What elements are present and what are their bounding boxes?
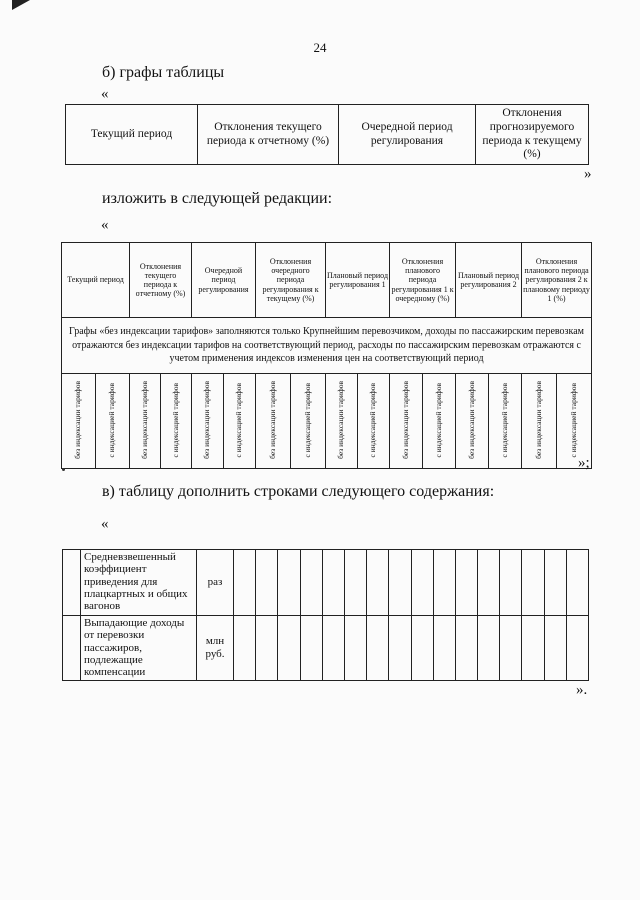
value-cell [522, 550, 544, 616]
sub-column-without [130, 374, 161, 469]
sub-label: без индексации тарифов [202, 381, 212, 459]
table-note: Графы «без индексации тарифов» заполняются только Крупнейшим перевозчиком, доходы по пассажирским перевозкам отражаются без индексации тарифов на соответствующий период, расходы по пассажирским перевозкам отражаются с учетом применения индексов изменения цен на соответствующий период [62, 318, 592, 374]
sub-label: с индексацией тарифов [499, 382, 509, 458]
value-cell [478, 616, 500, 681]
value-cell [500, 616, 522, 681]
value-cell [433, 550, 455, 616]
value-cell [500, 550, 522, 616]
table-row [63, 616, 589, 681]
row-number-cell [63, 550, 81, 616]
header-deviation-next: Отклонения очередного периода регулирования к текущему (%) [256, 243, 326, 318]
sub-column-without [62, 374, 96, 469]
sub-column-without [256, 374, 291, 469]
row-unit: раз [197, 550, 234, 616]
sub-label: без индексации тарифов [267, 381, 277, 459]
old-columns-table [65, 104, 589, 165]
header-deviation-current: Отклонения текущего периода к отчетному (%) [130, 243, 192, 318]
value-cell [300, 616, 322, 681]
sub-column-without [390, 374, 423, 469]
value-cell [367, 550, 389, 616]
sub-column-with [224, 374, 256, 469]
value-cell [278, 550, 300, 616]
value-cell [322, 550, 344, 616]
close-quote-2: »; [578, 455, 590, 471]
row-label: Средневзвешенный коэффициент приведения для плацкартных и общих вагонов [81, 550, 197, 616]
header-plan-period-2: Плановый период регулирования 2 [456, 243, 522, 318]
value-cell [367, 616, 389, 681]
margin-mark [62, 468, 65, 471]
close-quote-3: ». [576, 682, 588, 698]
additional-rows-table [62, 549, 589, 681]
sub-label: с индексацией тарифов [568, 382, 578, 458]
sub-column-with [358, 374, 390, 469]
sub-label: с индексацией тарифов [302, 382, 312, 458]
sub-column-with [489, 374, 522, 469]
value-cell [566, 616, 588, 681]
sub-column-with [423, 374, 456, 469]
sub-column-without [192, 374, 224, 469]
scan-corner-mark [12, 0, 30, 10]
sub-label: с индексацией тарифов [234, 382, 244, 458]
open-quote-3: « [101, 516, 109, 532]
sub-label: без индексации тарифов [73, 381, 83, 459]
value-cell [478, 550, 500, 616]
sub-label: без индексации тарифов [400, 381, 410, 459]
value-cell [566, 550, 588, 616]
header-deviation-forecast: Отклонения прогнозируемого периода к текущему (%) [476, 105, 589, 165]
value-cell [389, 616, 411, 681]
new-edition-text: изложить в следующей редакции: [102, 190, 333, 207]
header-current-period: Текущий период [66, 105, 198, 165]
value-cell [300, 550, 322, 616]
page-number: 24 [313, 40, 327, 55]
header-deviation-plan-2: Отклонения планового периода регулирования 2 к плановому периоду 1 (%) [522, 243, 592, 318]
row-label: Выпадающие доходы от перевозки пассажиров, подлежащие компенсации [81, 616, 197, 681]
sub-label: с индексацией тарифов [433, 382, 443, 458]
value-cell [411, 616, 433, 681]
value-cell [522, 616, 544, 681]
open-quote-2: « [101, 217, 109, 233]
value-cell [544, 550, 566, 616]
sub-label: с индексацией тарифов [107, 382, 117, 458]
sub-label: с индексацией тарифов [170, 382, 180, 458]
sub-column-without [522, 374, 557, 469]
value-cell [455, 550, 477, 616]
value-cell [278, 616, 300, 681]
header-deviation-current: Отклонения текущего периода к отчетному (%) [198, 105, 339, 165]
sub-label: без индексации тарифов [139, 381, 149, 459]
section-b-heading: б) графы таблицы [102, 64, 225, 81]
value-cell [234, 616, 256, 681]
sub-label: без индексации тарифов [533, 381, 543, 459]
sub-column-with [161, 374, 192, 469]
sub-label: без индексации тарифов [466, 381, 476, 459]
value-cell [344, 550, 366, 616]
value-cell [344, 616, 366, 681]
sub-column-without [456, 374, 489, 469]
row-number-cell [63, 616, 81, 681]
value-cell [433, 616, 455, 681]
sub-label: без индексации тарифов [336, 381, 346, 459]
value-cell [256, 616, 278, 681]
header-next-period: Очередной период регулирования [192, 243, 256, 318]
header-deviation-plan-1: Отклонения планового периода регулирования 1 к очередному (%) [390, 243, 456, 318]
sub-column-without [326, 374, 358, 469]
section-c-heading: в) таблицу дополнить строками следующего содержания: [102, 483, 495, 500]
open-quote: « [101, 86, 109, 102]
header-next-period: Очередной период регулирования [339, 105, 476, 165]
sub-label: с индексацией тарифов [368, 382, 378, 458]
value-cell [234, 550, 256, 616]
new-columns-table [61, 242, 592, 469]
value-cell [544, 616, 566, 681]
row-unit: млн руб. [197, 616, 234, 681]
value-cell [389, 550, 411, 616]
sub-column-with [291, 374, 326, 469]
value-cell [256, 550, 278, 616]
value-cell [411, 550, 433, 616]
value-cell [455, 616, 477, 681]
close-quote: » [584, 166, 592, 182]
header-plan-period-1: Плановый период регулирования 1 [326, 243, 390, 318]
table-row [63, 550, 589, 616]
value-cell [322, 616, 344, 681]
header-current-period: Текущий период [62, 243, 130, 318]
sub-column-with [96, 374, 130, 469]
